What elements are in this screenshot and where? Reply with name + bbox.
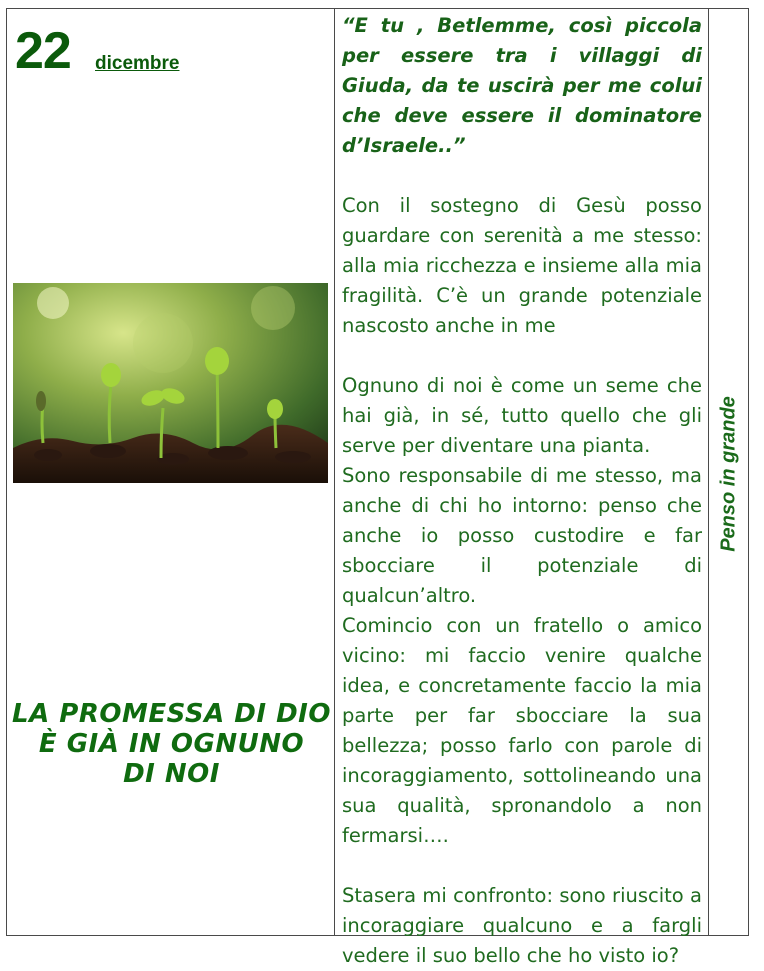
- paragraph-3: Sono responsabile di me stesso, ma anche di chi ho intorno: penso che anche io posso custodire e far sbocciare il potenziale di qualcun’altro.: [342, 464, 702, 607]
- page-table: [6, 8, 749, 967]
- headline: [9, 699, 334, 789]
- paragraph-4: Comincio con un fratello o amico vicino: mi faccio venire qualche idea, e concretamente faccio la mia parte per far sbocciare la sua bellezza; posso farlo con parole di incoraggiamento, sottolineando una sua qualità, spronandolo a non fermarsi….: [342, 614, 702, 847]
- date-day: 22: [15, 22, 71, 80]
- date-month: dicembre: [95, 53, 180, 74]
- headline-line-2: È GIÀ IN OGNUNO: [38, 729, 305, 759]
- paragraph-5: Stasera mi confronto: sono riuscito a incoraggiare qualcuno e a fargli vedere il suo bello che ho visto io?: [342, 884, 702, 967]
- reflection-text: [342, 11, 702, 971]
- side-label: Penso in grande: [717, 396, 740, 552]
- left-column: [7, 9, 334, 935]
- paragraph-1: Con il sostegno di Gesù posso guardare con serenità a me stesso: alla mia ricchezza e insieme alla mia fragilità. C’è un grande potenziale nascosto anche in me: [342, 194, 702, 337]
- headline-line-3: DI NOI: [123, 759, 220, 789]
- middle-column: [335, 9, 708, 967]
- paragraph-2: Ognuno di noi è come un seme che hai già, in sé, tutto quello che gli serve per diventare una pianta.: [342, 374, 702, 457]
- bible-quote: “E tu , Betlemme, così piccola per essere tra i villaggi di Giuda, da te uscirà per me colui che deve essere il dominatore d’Israele..”: [342, 14, 702, 157]
- right-column: [709, 9, 749, 935]
- headline-line-1: LA PROMESSA DI DIO: [12, 699, 331, 729]
- seedlings-photo: [13, 283, 328, 483]
- date-block: [15, 22, 180, 80]
